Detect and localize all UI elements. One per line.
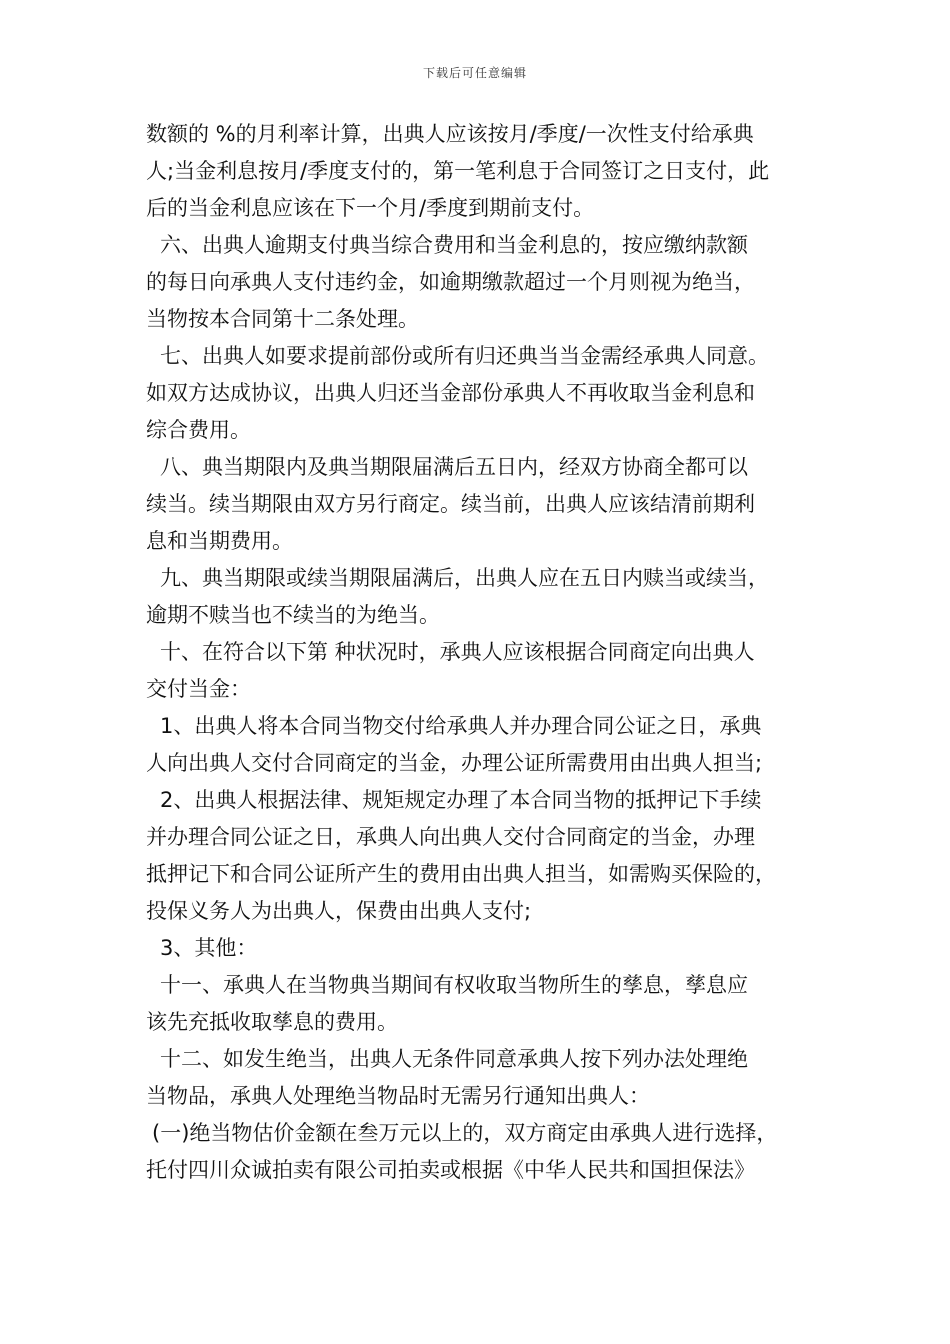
text-line: 十一、承典人在当物典当期间有权收取当物所生的孳息，孳息应 <box>160 973 748 997</box>
text-line: 抵押记下和合同公证所产生的费用由出典人担当，如需购买保险的， <box>146 862 776 886</box>
text-line: 当物按本合同第十二条处理。 <box>146 307 419 331</box>
text-line: 并办理合同公证之日，承典人向出典人交付合同商定的当金，办理 <box>146 825 755 849</box>
paragraph-clause-12-item-1 <box>146 1115 816 1189</box>
paragraph-clause-6 <box>146 227 816 338</box>
text-line: 息和当期费用。 <box>146 529 293 553</box>
text-line: 十二、如发生绝当，出典人无条件同意承典人按下列办法处理绝 <box>160 1047 748 1071</box>
text-line: 1、出典人将本合同当物交付给承典人并办理合同公证之日，承典 <box>160 714 762 738</box>
paragraph-clause-9 <box>146 560 816 634</box>
text-line: 托付四川众诚拍卖有限公司拍卖或根据《中华人民共和国担保法》 <box>146 1158 755 1182</box>
text-line: 综合费用。 <box>146 418 251 442</box>
page-header: 下载后可任意编辑 <box>422 66 527 80</box>
text-line: 人向出典人交付合同商定的当金，办理公证所需费用由出典人担当; <box>146 751 763 775</box>
paragraph-clause-10-item-2 <box>146 782 816 930</box>
document-body <box>146 116 816 1189</box>
paragraph-interest-terms <box>146 116 816 227</box>
paragraph-clause-12 <box>146 1041 816 1115</box>
text-line: 交付当金： <box>146 677 251 701</box>
text-line: 九、典当期限或续当期限届满后，出典人应在五日内赎当或续当， <box>160 566 769 590</box>
text-line: 后的当金利息应该在下一个月/季度到期前支付。 <box>146 196 595 220</box>
paragraph-clause-10-item-3 <box>146 930 816 967</box>
paragraph-clause-10-item-1 <box>146 708 816 782</box>
text-line: 3、其他： <box>160 936 258 960</box>
paragraph-clause-8 <box>146 449 816 560</box>
text-line: 如双方达成协议，出典人归还当金部份承典人不再收取当金利息和 <box>146 381 755 405</box>
text-line: 六、出典人逾期支付典当综合费用和当金利息的，按应缴纳款额 <box>160 233 748 257</box>
text-line: 人;当金利息按月/季度支付的，第一笔利息于合同签订之日支付，此 <box>146 159 770 183</box>
text-line: 十、在符合以下第 种状况时，承典人应该根据合同商定向出典人 <box>160 640 755 664</box>
text-line: 2、出典人根据法律、规矩规定办理了本合同当物的抵押记下手续 <box>160 788 762 812</box>
text-line: 逾期不赎当也不续当的为绝当。 <box>146 603 440 627</box>
text-line: 投保义务人为出典人，保费由出典人支付; <box>146 899 532 923</box>
text-line: 的每日向承典人支付违约金，如逾期缴款超过一个月则视为绝当， <box>146 270 755 294</box>
text-line: (一)绝当物估价金额在叁万元以上的，双方商定由承典人进行选择， <box>152 1121 778 1145</box>
text-line: 数额的 %的月利率计算，出典人应该按月/季度/一次性支付给承典 <box>146 122 754 146</box>
text-line: 八、典当期限内及典当期限届满后五日内，经双方协商全都可以 <box>160 455 748 479</box>
paragraph-clause-7 <box>146 338 816 449</box>
text-line: 七、出典人如要求提前部份或所有归还典当当金需经承典人同意。 <box>160 344 769 368</box>
text-line: 当物品，承典人处理绝当物品时无需另行通知出典人： <box>146 1084 650 1108</box>
paragraph-clause-10 <box>146 634 816 708</box>
text-line: 续当。续当期限由双方另行商定。续当前，出典人应该结清前期利 <box>146 492 755 516</box>
paragraph-clause-11 <box>146 967 816 1041</box>
text-line: 该先充抵收取孳息的费用。 <box>146 1010 398 1034</box>
